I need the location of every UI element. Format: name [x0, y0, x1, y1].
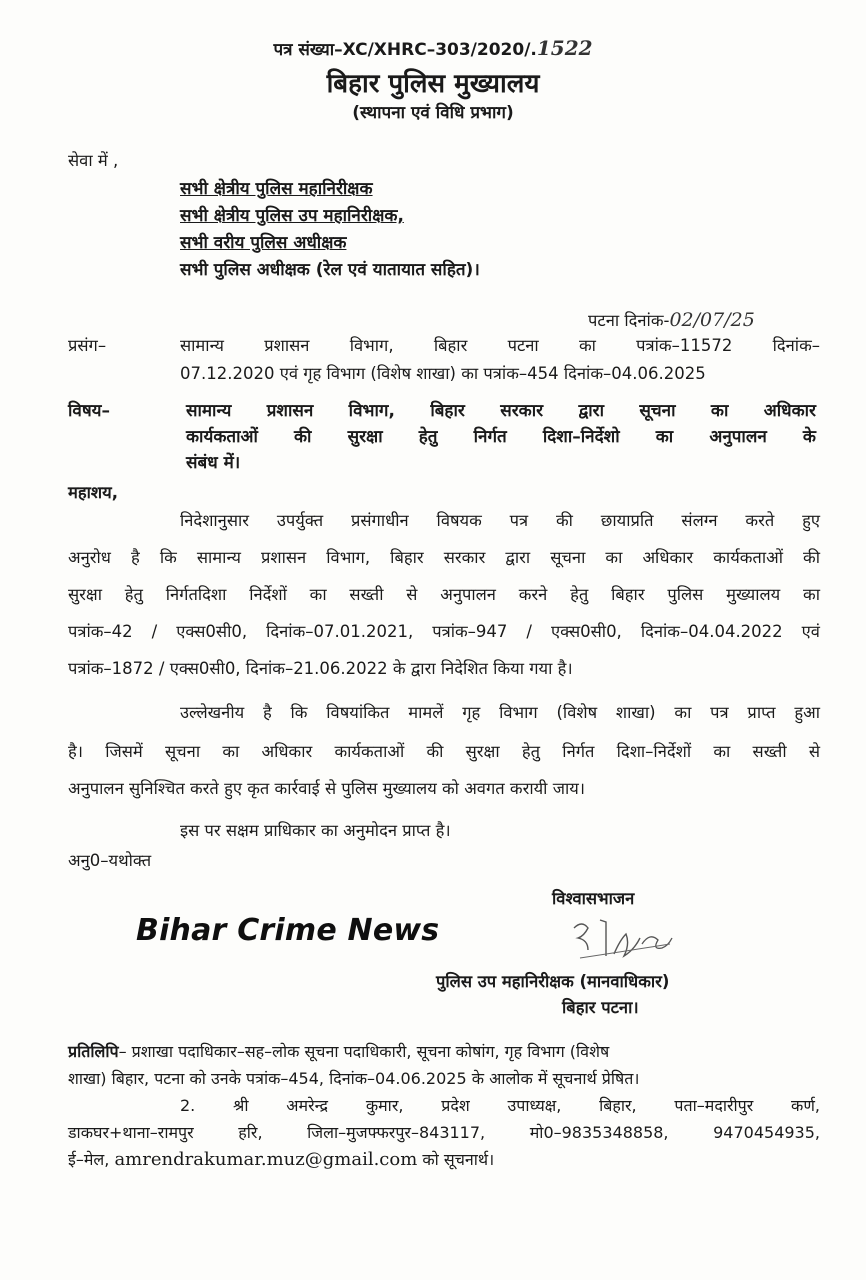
office-title: बिहार पुलिस मुख्यालय	[326, 69, 540, 99]
addressee-line-1: सभी क्षेत्रीय पुलिस महानिरीक्षक	[180, 179, 373, 199]
copy-line-1	[68, 1040, 609, 1062]
email-prefix: ई–मेल,	[68, 1150, 115, 1169]
watermark-text: Bihar Crime News	[136, 913, 440, 948]
copy-line-5	[68, 1148, 494, 1170]
copy-line-3: 2. श्री अमरेन्द्र कुमार, प्रदेश उपाध्यक्ष, बिहार, पता–मदारीपुर कर्ण,	[180, 1096, 820, 1115]
email-address: amrendrakumar.muz@gmail.com	[114, 1149, 418, 1170]
letter-number-handwritten: 1522	[536, 36, 593, 60]
handwritten-signature	[560, 914, 690, 966]
subject-line-3: संबंध में।	[186, 453, 241, 473]
addressee-line-4: सभी पुलिस अधीक्षक (रेल एवं यातायात सहित)।	[180, 260, 480, 280]
email-suffix: को सूचनार्थ।	[417, 1150, 495, 1169]
paragraph-2-line-3: अनुपालन सुनिश्चित करते हुए कृत कार्रवाई से पुलिस मुख्यालय को अवगत करायी जाय।	[68, 779, 586, 798]
reference-line-1: सामान्य प्रशासन विभाग, बिहार पटना का पत्रांक–11572 दिनांक–	[180, 336, 820, 355]
subject-line-2: कार्यकताओं की सुरक्षा हेतु निर्गत दिशा–निर्देशो का अनुपालन के	[186, 427, 816, 447]
reference-line-2: 07.12.2020 एवं गृह विभाग (विशेष शाखा) का पत्रांक–454 दिनांक–04.06.2025	[180, 364, 706, 383]
letter-number-text: पत्र संख्या–XC/XHRC–303/2020/.	[273, 40, 537, 60]
salutation: महाशय,	[68, 483, 118, 502]
copy-line-1-text: – प्रशाखा पदाधिकार–सह–लोक सूचना पदाधिकारी, सूचना कोषांग, गृह विभाग (विशेष	[118, 1042, 610, 1061]
enclosure-line: अनु0–यथोक्त	[68, 851, 152, 870]
paragraph-1-line-1: निदेशानुसार उपर्युक्त प्रसंगाधीन विषयक पत्र की छायाप्रति संलग्न करते हुए	[180, 511, 820, 530]
reference-label: प्रसंग–	[68, 336, 107, 355]
paragraph-1-line-4: पत्रांक–42 / एक्स0सी0, दिनांक–07.01.2021, पत्रांक–947 / एक्स0सी0, दिनांक–04.04.2022 एवं	[68, 622, 820, 641]
closing-yours-faithfully: विश्वासभाजन	[552, 889, 635, 908]
paragraph-2-line-2: है। जिसमें सूचना का अधिकार कार्यकताओं की सुरक्षा हेतु निर्गत दिशा–निर्देशों का सख्ती से	[68, 742, 820, 761]
addressee-line-3: सभी वरीय पुलिस अधीक्षक	[180, 233, 347, 253]
copy-line-2: शाखा) बिहार, पटना को उनके पत्रांक–454, दिनांक–04.06.2025 के आलोक में सूचनार्थ प्रेषित।	[68, 1069, 640, 1088]
subject-line-1: सामान्य प्रशासन विभाग, बिहार सरकार द्वारा सूचना का अधिकार	[186, 401, 816, 421]
paragraph-1-line-3: सुरक्षा हेतु निर्गतदिशा निर्देशों का सख्ती से अनुपालन करने हेतु बिहार पुलिस मुख्यालय का	[68, 585, 820, 604]
date-label: पटना दिनांक-	[588, 311, 670, 330]
letter-number	[0, 36, 866, 60]
addressee-label: सेवा में ,	[68, 151, 119, 170]
paragraph-1-line-2: अनुरोध है कि सामान्य प्रशासन विभाग, बिहार सरकार द्वारा सूचना का अधिकार कार्यकताओं की	[68, 548, 820, 567]
copy-line-4: डाकघर+थाना–रामपुर हरि, जिला–मुजफ्फरपुर–843117, मो0–9835348858, 9470454935,	[68, 1123, 820, 1142]
subject-label: विषय–	[68, 401, 111, 421]
signatory-designation: पुलिस उप महानिरीक्षक (मानवाधिकार)	[436, 972, 670, 991]
copy-label: प्रतिलिपि	[68, 1042, 119, 1061]
paragraph-2-line-1: उल्लेखनीय है कि विषयांकित मामलें गृह विभाग (विशेष शाखा) का पत्र प्राप्त हुआ	[180, 703, 820, 722]
approval-line: इस पर सक्षम प्राधिकार का अनुमोदन प्राप्त है।	[180, 821, 451, 840]
addressee-line-2: सभी क्षेत्रीय पुलिस उप महानिरीक्षक,	[180, 206, 404, 226]
date-line	[588, 308, 755, 331]
paragraph-1-line-5: पत्रांक–1872 / एक्स0सी0, दिनांक–21.06.2022 के द्वारा निदेशित किया गया है।	[68, 659, 573, 678]
signatory-place: बिहार पटना।	[562, 998, 639, 1017]
date-value-handwritten: 02/07/25	[669, 309, 755, 331]
department-name: (स्थापना एवं विधि प्रभाग)	[352, 103, 514, 123]
